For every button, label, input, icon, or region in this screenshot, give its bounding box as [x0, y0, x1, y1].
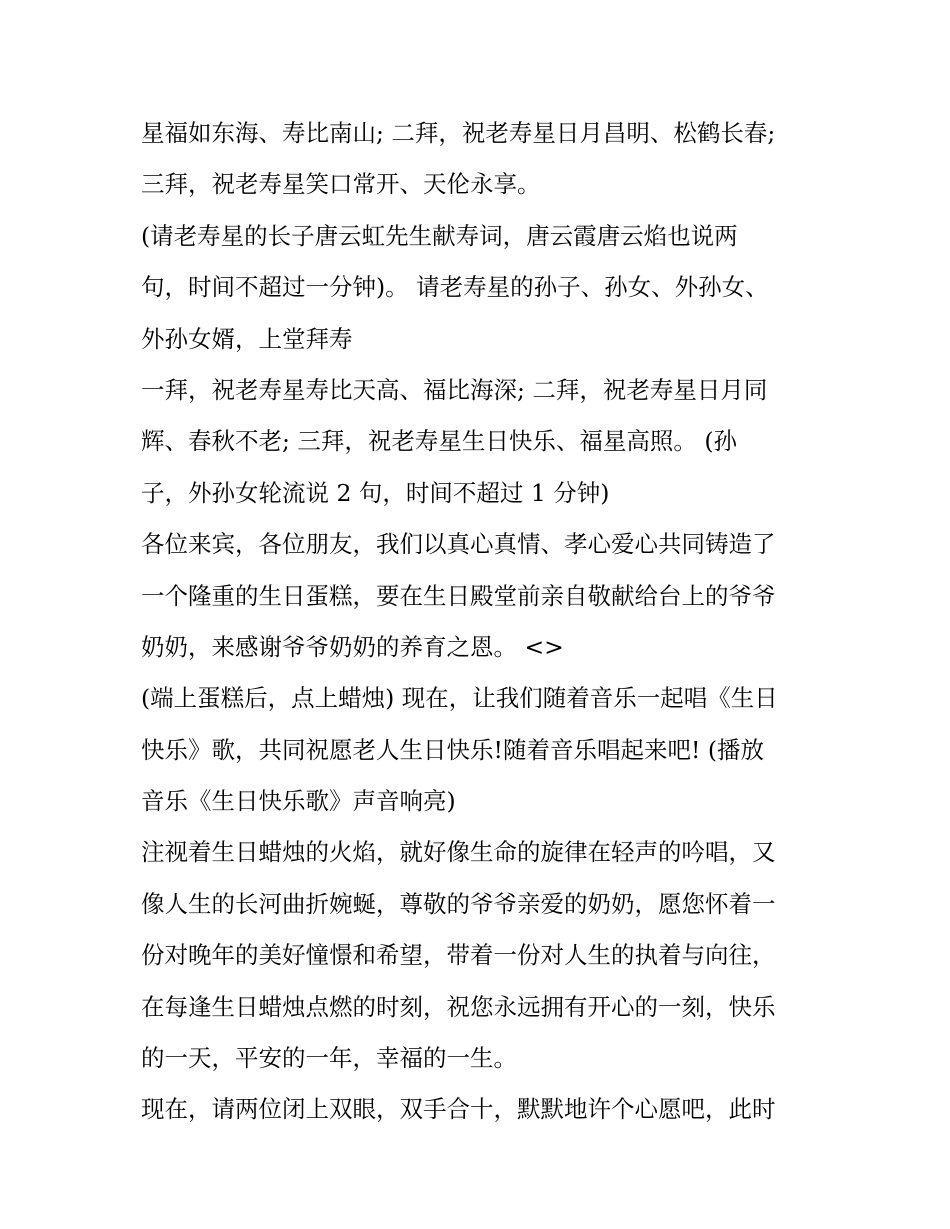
text-line: 辉、春秋不老; 三拜，祝老寿星生日快乐、福星高照。 (孙	[141, 427, 738, 456]
text-line: 注视着生日蜡烛的火焰，就好像生命的旋律在轻声的吟唱，又	[141, 838, 776, 867]
text-line: 快乐》歌，共同祝愿老人生日快乐!随着音乐唱起来吧! (播放	[141, 735, 765, 764]
text-line: 份对晚年的美好憧憬和希望，带着一份对人生的执着与向往，	[141, 941, 776, 970]
text-line: 外孙女婿，上堂拜寿	[141, 324, 353, 353]
text-line: 音乐《生日快乐歌》声音响亮)	[141, 787, 456, 816]
text-line: 像人生的长河曲折婉蜒，尊敬的爷爷亲爱的奶奶，愿您怀着一	[141, 889, 776, 918]
text-line: 子，外孙女轮流说 2 句，时间不超过 1 分钟)	[141, 478, 610, 507]
text-line: 一拜，祝老寿星寿比天高、福比海深; 二拜，祝老寿星日月同	[141, 375, 768, 404]
text-line: 在每逢生日蜡烛点燃的时刻，祝您永远拥有开心的一刻，快乐	[141, 992, 776, 1021]
text-line: 三拜，祝老寿星笑口常开、天伦永享。	[141, 170, 541, 199]
text-line: 一个隆重的生日蛋糕，要在生日殿堂前亲自敬献给台上的爷爷	[141, 581, 776, 610]
text-line: (请老寿星的长子唐云虹先生献寿词，唐云霞唐云焰也说两	[141, 221, 738, 250]
text-line: 星福如东海、寿比南山; 二拜，祝老寿星日月昌明、松鹤长春;	[141, 119, 776, 147]
text-line: (端上蛋糕后，点上蜡烛) 现在，让我们随着音乐一起唱《生日	[141, 684, 778, 713]
text-line: 句，时间不超过一分钟)。 请老寿星的孙子、孙女、外孙女、	[141, 273, 769, 302]
text-line: 现在，请两位闭上双眼，双手合十，默默地许个心愿吧，此时	[141, 1095, 776, 1124]
text-line: 奶奶，来感谢爷爷奶奶的养育之恩。 <>	[141, 632, 564, 661]
text-line: 的一天，平安的一年，幸福的一生。	[141, 1044, 517, 1073]
document-body	[141, 108, 831, 1136]
text-line: 各位来宾，各位朋友，我们以真心真情、孝心爱心共同铸造了	[141, 530, 776, 559]
